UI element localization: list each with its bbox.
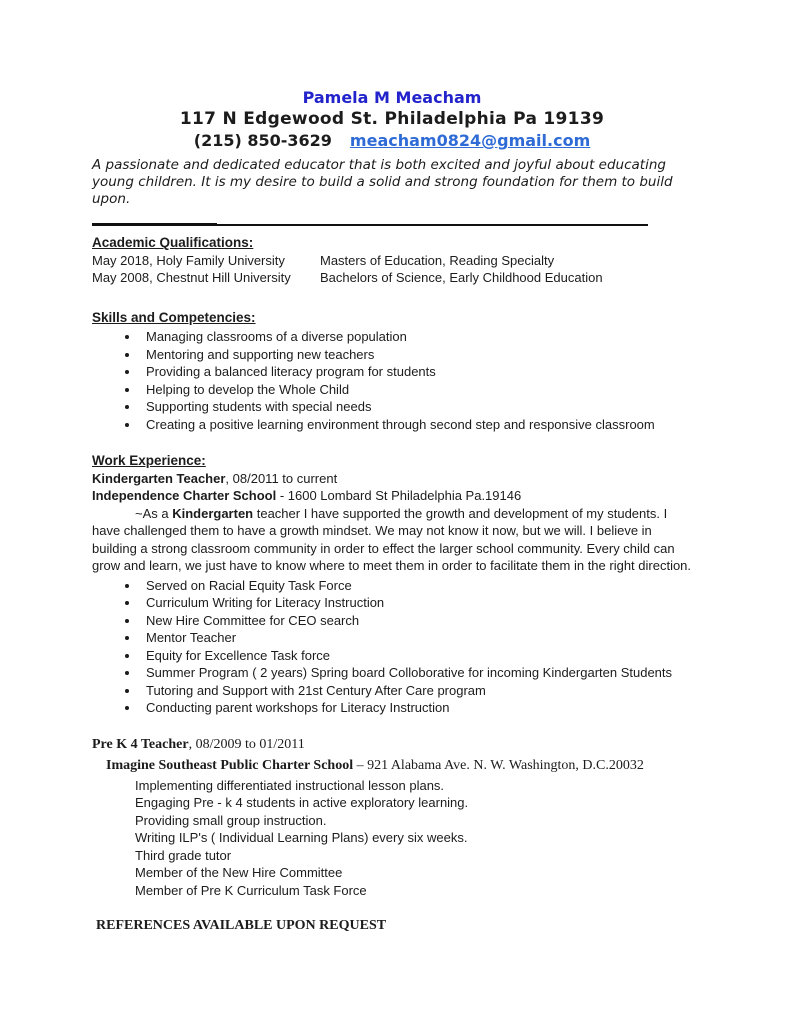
job1-bullet: • Mentor Teacher (140, 629, 692, 647)
qualification-degree: Masters of Education, Reading Specialty (320, 252, 555, 268)
job1-title: Kindergarten Teacher (92, 470, 226, 486)
job2-dates: , 08/2009 to 01/2011 (188, 736, 305, 752)
skill-item: • Helping to develop the Whole Child (140, 381, 692, 399)
tagline: A passionate and dedicated educator that is both excited and joyful about educating young children. It is my desire to build a solid and strong foundation for them to build upon. (92, 157, 673, 207)
job1-title-line (92, 470, 692, 488)
job2-title: Pre K 4 Teacher (92, 736, 189, 752)
qualification-row (92, 269, 692, 287)
job1-summary-prefix: ~As a (135, 505, 173, 521)
skill-item: • Providing a balanced literacy program for students (140, 363, 692, 381)
phone-number: (215) 850-3629 (193, 131, 332, 150)
skills-list (92, 328, 692, 433)
qualification-date-school: May 2008, Chestnut Hill University (92, 270, 291, 285)
skill-item: • Supporting students with special needs (140, 398, 692, 416)
job1-bullet: • Served on Racial Equity Task Force (140, 577, 692, 595)
job1-bullet: • Tutoring and Support with 21st Century After Care program (140, 682, 692, 700)
job1-summary-bold: Kindergarten (172, 505, 254, 521)
person-name: Pamela M Meacham (302, 88, 482, 107)
job2-duties-list (92, 777, 692, 900)
divider-long-segment (92, 224, 648, 226)
job2-duty: Writing ILP's ( Individual Learning Plans) every six weeks. (135, 830, 468, 845)
job2-school-line (106, 757, 692, 775)
job1-summary-rest: teacher I have supported the growth and development of my students. I have challenged them to have a growth mindset. We may not know it now, but we will. I believe in building a strong classroom community in order to effect the larger school community. Every child can grow and learn, we just have to know where to meet them in order to facilitate them in the right direction. (92, 505, 692, 573)
skills-heading: Skills and Competencies: (92, 309, 256, 325)
divider-line (92, 223, 648, 226)
section-job2 (92, 736, 692, 900)
job2-duty: Providing small group instruction. (135, 812, 327, 828)
job1-bullet: • Conducting parent workshops for Literacy Instruction (140, 699, 692, 717)
section-skills (92, 309, 692, 434)
references-line: REFERENCES AVAILABLE UPON REQUEST (96, 918, 387, 933)
skill-item: • Managing classrooms of a diverse population (140, 328, 692, 346)
job2-school: Imagine Southeast Public Charter School (106, 758, 354, 773)
qualification-date-school: May 2018, Holy Family University (92, 252, 285, 268)
job2-duty: Third grade tutor (135, 847, 232, 863)
academic-qualifications-heading: Academic Qualifications: (92, 235, 254, 250)
job2-duty: Member of Pre K Curriculum Task Force (135, 882, 367, 898)
resume-header (92, 88, 692, 208)
skill-item: • Creating a positive learning environment through second step and responsive classroom (140, 416, 692, 434)
section-work-experience (92, 452, 692, 717)
job2-duty: Engaging Pre - k 4 students in active exploratory learning. (135, 795, 469, 810)
job2-duty: Implementing differentiated instructional lesson plans. (135, 777, 445, 793)
job1-school-line (92, 487, 692, 505)
job1-bullet: • Curriculum Writing for Literacy Instruction (140, 594, 692, 612)
job1-bullet: • Summer Program ( 2 years) Spring board Colloborative for incoming Kindergarten Students (140, 664, 692, 682)
job1-bullet-list (92, 577, 692, 717)
qualification-degree: Bachelors of Science, Early Childhood Education (320, 270, 603, 285)
skill-item: • Mentoring and supporting new teachers (140, 346, 692, 364)
address-line: 117 N Edgewood St. Philadelphia Pa 19139 (179, 109, 605, 129)
job1-school-address: - 1600 Lombard St Philadelphia Pa.19146 (276, 488, 522, 503)
job2-title-line (92, 736, 692, 754)
job1-bullet: • Equity for Excellence Task force (140, 647, 692, 665)
job1-school: Independence Charter School (92, 488, 277, 503)
work-experience-heading: Work Experience: (92, 453, 206, 468)
section-academic-qualifications (92, 234, 692, 287)
job2-school-address: – 921 Alabama Ave. N. W. Washington, D.C.20032 (353, 758, 644, 773)
job2-duty: Member of the New Hire Committee (135, 865, 343, 880)
contact-line (92, 130, 692, 152)
job1-summary (92, 505, 692, 575)
job1-bullet: • New Hire Committee for CEO search (140, 612, 692, 630)
qualification-row (92, 252, 692, 270)
job1-dates: , 08/2011 to current (225, 470, 338, 486)
email-link[interactable]: meacham0824@gmail.com (349, 131, 591, 150)
